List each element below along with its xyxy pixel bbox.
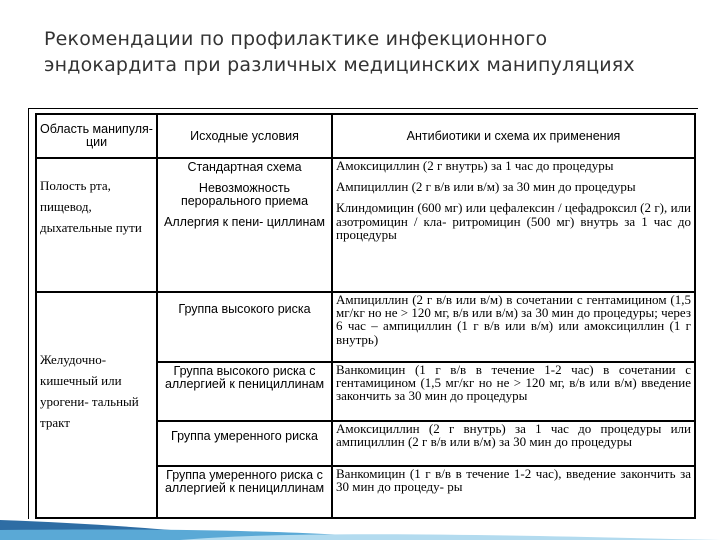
table-scan — [28, 108, 698, 519]
prophylaxis-table — [35, 113, 696, 519]
header-conditions: Исходные условия — [157, 114, 332, 158]
antibiotics-cell — [332, 362, 695, 421]
condition-text: Аллергия к пени- циллинам — [164, 215, 325, 229]
area-cell: Желудочно- кишечный или урогени- тальный тракт — [36, 292, 157, 518]
area-cell: Полость рта, пищевод, дыхательные пути — [36, 158, 157, 292]
condition-text: Невозможность перорального приема — [180, 181, 309, 208]
table-row — [36, 292, 695, 362]
condition-text: Группа умеренного риска — [171, 429, 318, 443]
header-row — [36, 114, 695, 158]
slide-title: Рекомендации по профилактике инфекционного эндокардита при различных медицинских манипуляциях — [44, 28, 635, 76]
antibiotics-cell — [332, 466, 695, 518]
condition-text: Стандартная схема — [187, 160, 302, 174]
antibiotics-cell — [332, 292, 695, 362]
antibiotic-text: Ампициллин (2 г в/в или в/м) за 30 мин до процедуры — [336, 179, 636, 195]
antibiotic-text: Амоксициллин (2 г внутрь) за 1 час до процедуры — [336, 158, 614, 173]
condition-text: Группа высокого риска — [178, 302, 311, 316]
antibiotics-cell — [332, 158, 695, 292]
antibiotic-text: Ванкомицин (1 г в/в в течение 1-2 час), введение закончить за 30 мин до процеду- ры — [336, 466, 691, 495]
conditions-cell — [157, 421, 332, 466]
header-area: Область манипуля- ции — [36, 114, 157, 158]
conditions-cell — [157, 158, 332, 292]
header-antibiotics: Антибиотики и схема их применения — [332, 114, 695, 158]
condition-text: Группа высокого риска с аллергией к пенициллинам — [164, 364, 325, 391]
antibiotic-text: Клиндомицин (600 мг) или цефалексин / цефадроксил (2 г), или азотромицин / кла- ритромицин (500 мг) внутрь за 1 час до процедуры — [336, 200, 691, 242]
wave-mid — [0, 529, 420, 540]
conditions-cell — [157, 292, 332, 362]
antibiotic-text: Ампициллин (2 г в/в или в/м) в сочетании с гентамицином (1,5 мг/кг но не > 120 мг, в/в или в/м) за 30 мин до процедуры; через 6 час – ампициллин (1 г в/в или в/м) или амоксициллин (1 г внутрь) — [336, 292, 691, 347]
condition-text: Группа умеренного риска с аллергией к пенициллинам — [164, 468, 325, 495]
table-row — [36, 158, 695, 292]
wave-light — [180, 534, 720, 540]
antibiotics-cell — [332, 421, 695, 466]
antibiotic-text: Ванкомицин (1 г в/в в течение 1-2 час) в сочетании с гентамицином (1,5 мг/кг но не > 120 мг, в/в или в/м) введение закончить за 30 мин до процедуры — [336, 362, 691, 404]
conditions-cell — [157, 362, 332, 421]
wave-dark — [0, 520, 330, 540]
conditions-cell — [157, 466, 332, 518]
antibiotic-text: Амоксициллин (2 г внутрь) за 1 час до процедуры или ампициллин (2 г в/в или в/м) за 30 мин до процедуры — [336, 421, 691, 450]
